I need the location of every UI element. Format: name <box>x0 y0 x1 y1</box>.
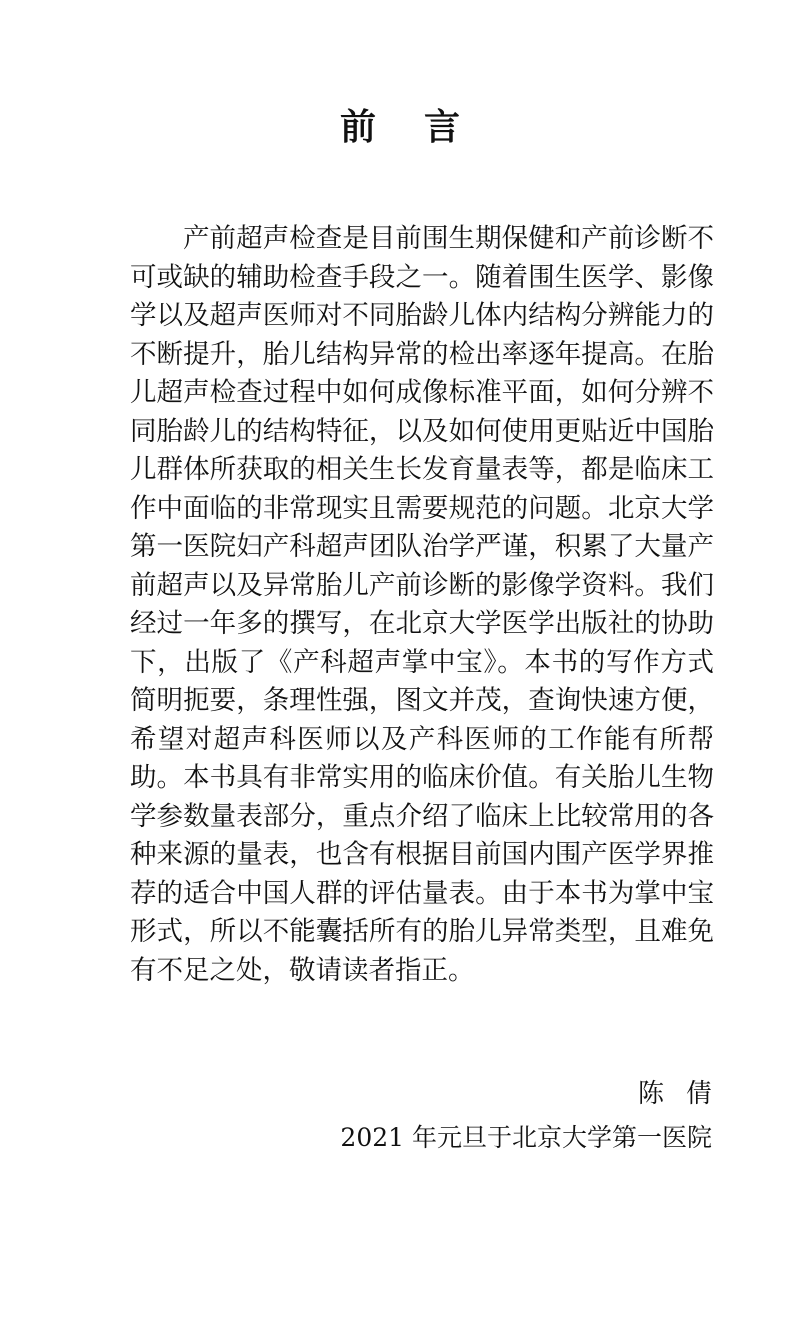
author-signature: 陈倩 <box>637 1079 734 1109</box>
page-title: 前言 <box>339 106 508 148</box>
date-location-line: 2021 年元旦于北京大学第一医院 <box>340 1123 712 1152</box>
preface-paragraph: 产前超声检查是目前围生期保健和产前诊断不可或缺的辅助检查手段之一。随着围生医学、影像学以及超声医师对不同胎龄儿体内结构分辨能力的不断提升，胎儿结构异常的检出率逐年提高。在胎儿超声检查过程中如何成像标准平面，如何分辨不同胎龄儿的结构特征，以及如何使用更贴近中国胎儿群体所获取的相关生长发育量表等，都是临床工作中面临的非常现实且需要规范的问题。北京大学第一医院妇产科超声团队治学严谨，积累了大量产前超声以及异常胎儿产前诊断的影像学资料。我们经过一年多的撰写，在北京大学医学出版社的协助下，出版了《产科超声掌中宝》。本书的写作方式简明扼要，条理性强，图文并茂，查询快速方便，希望对超声科医师以及产科医师的工作能有所帮助。本书具有非常实用的临床价值。有关胎儿生物学参数量表部分，重点介绍了临床上比较常用的各种来源的量表，也含有根据目前国内围产医学界推荐的适合中国人群的评估量表。由于本书为掌中宝形式，所以不能囊括所有的胎儿异常类型，且难免有不足之处，敬请读者指正。 <box>130 223 714 986</box>
